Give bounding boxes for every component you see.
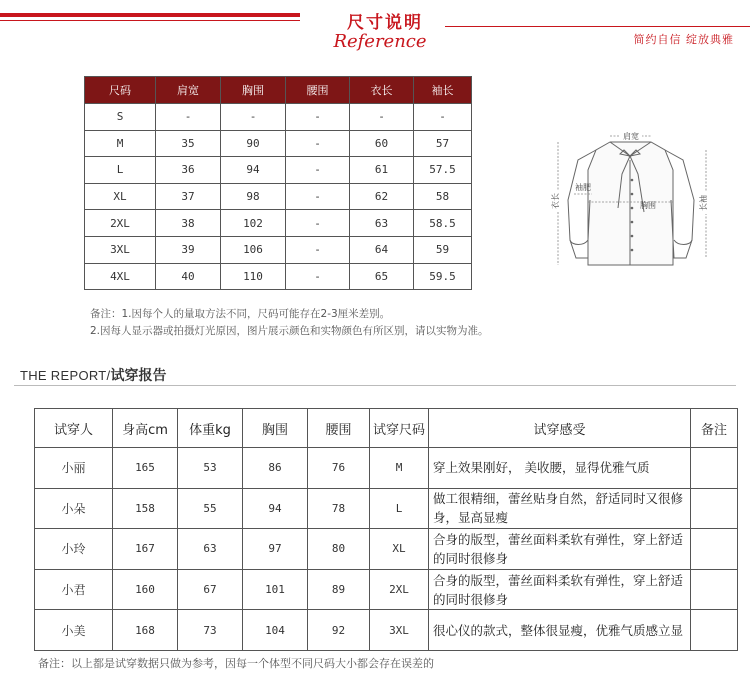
slogan: 简约自信 绽放典雅 — [633, 33, 734, 46]
size-cell: 2XL — [370, 569, 429, 610]
size-cell: 38 — [156, 210, 221, 237]
report-row — [35, 529, 738, 570]
size-cell: 60 — [350, 130, 414, 157]
chest-cell: 94 — [243, 488, 308, 529]
report-header-cell: 试穿尺码 — [370, 409, 429, 448]
height-cell: 160 — [113, 569, 178, 610]
size-header-cell: 袖长 — [414, 77, 472, 104]
size-cell: 57 — [414, 130, 472, 157]
size-table-row — [85, 104, 472, 131]
size-cell: 62 — [350, 183, 414, 210]
size-cell: 37 — [156, 183, 221, 210]
size-cell: 59.5 — [414, 263, 472, 290]
tester-name: 小朵 — [35, 488, 113, 529]
size-cell: 102 — [221, 210, 286, 237]
size-cell: 106 — [221, 236, 286, 263]
height-cell: 167 — [113, 529, 178, 570]
size-table-row — [85, 130, 472, 157]
arm-label: 袖肥 — [575, 183, 591, 192]
tester-name: 小君 — [35, 569, 113, 610]
size-cell: 58.5 — [414, 210, 472, 237]
size-cell: 58 — [414, 183, 472, 210]
weight-cell: 73 — [178, 610, 243, 651]
size-table-row — [85, 183, 472, 210]
report-title — [20, 365, 166, 385]
size-table-row — [85, 236, 472, 263]
size-cell: - — [221, 104, 286, 131]
size-cell: 65 — [350, 263, 414, 290]
report-footnote: 备注：以上都是试穿数据只做为参考，因每一个体型不同尺码大小都会存在误差的 — [38, 657, 434, 670]
report-rule — [14, 385, 736, 386]
chest-cell: 97 — [243, 529, 308, 570]
report-header-cell: 试穿人 — [35, 409, 113, 448]
feel-cell: 穿上效果刚好， 美收腰，显得优雅气质 — [429, 448, 691, 489]
size-cell: - — [286, 263, 350, 290]
size-cell: 3XL — [85, 236, 156, 263]
size-table — [84, 76, 472, 290]
report-header-cell: 腰围 — [308, 409, 370, 448]
size-cell: - — [156, 104, 221, 131]
size-cell: 40 — [156, 263, 221, 290]
tester-name: 小丽 — [35, 448, 113, 489]
size-header-cell: 尺码 — [85, 77, 156, 104]
report-title-cn: 试穿报告 — [110, 368, 167, 384]
height-cell: 158 — [113, 488, 178, 529]
weight-cell: 55 — [178, 488, 243, 529]
report-row — [35, 488, 738, 529]
size-cell: - — [350, 104, 414, 131]
header-rule-left — [0, 13, 300, 17]
size-cell: 39 — [156, 236, 221, 263]
size-notes — [90, 306, 489, 340]
size-cell: 4XL — [85, 263, 156, 290]
report-header-cell: 备注 — [691, 409, 738, 448]
size-cell: - — [286, 157, 350, 184]
size-cell: - — [286, 236, 350, 263]
size-table-header-row — [85, 77, 472, 104]
waist-cell: 76 — [308, 448, 370, 489]
report-row — [35, 569, 738, 610]
report-row — [35, 610, 738, 651]
note-cell — [691, 610, 738, 651]
size-cell: - — [286, 130, 350, 157]
page-title: 尺寸说明 — [347, 13, 423, 33]
note-line: 备注：1.因每个人的量取方法不同，尺码可能存在2-3厘米差别。 — [90, 308, 391, 320]
size-cell: S — [85, 104, 156, 131]
size-cell: XL — [85, 183, 156, 210]
chest-cell: 86 — [243, 448, 308, 489]
note-cell — [691, 488, 738, 529]
size-cell: 57.5 — [414, 157, 472, 184]
report-row — [35, 448, 738, 489]
size-cell: 63 — [350, 210, 414, 237]
report-table — [34, 408, 738, 651]
feel-cell: 合身的版型，蕾丝面料柔软有弹性，穿上舒适的同时很修身 — [429, 529, 691, 570]
weight-cell: 63 — [178, 529, 243, 570]
feel-cell: 很心仪的款式，整体很显瘦，优雅气质感立显 — [429, 610, 691, 651]
size-header-cell: 衣长 — [350, 77, 414, 104]
size-cell: XL — [370, 529, 429, 570]
note-line: 2.因每人显示器或拍摄灯光原因，图片展示颜色和实物颜色有所区别，请以实物为准。 — [90, 325, 489, 337]
size-cell: M — [370, 448, 429, 489]
height-cell: 168 — [113, 610, 178, 651]
size-header-cell: 腰围 — [286, 77, 350, 104]
length-label: 衣长 — [551, 193, 560, 209]
size-cell: 36 — [156, 157, 221, 184]
size-cell: 3XL — [370, 610, 429, 651]
weight-cell: 67 — [178, 569, 243, 610]
chest-cell: 101 — [243, 569, 308, 610]
size-cell: 35 — [156, 130, 221, 157]
size-table-row — [85, 263, 472, 290]
size-cell: L — [85, 157, 156, 184]
size-cell: 64 — [350, 236, 414, 263]
report-title-en: THE REPORT/ — [20, 368, 111, 383]
size-cell: 110 — [221, 263, 286, 290]
page-subtitle: Reference — [333, 31, 427, 52]
note-cell — [691, 529, 738, 570]
waist-cell: 89 — [308, 569, 370, 610]
chest-label: 胸围 — [640, 201, 656, 210]
height-cell: 165 — [113, 448, 178, 489]
size-table-row — [85, 210, 472, 237]
size-cell: - — [414, 104, 472, 131]
waist-cell: 80 — [308, 529, 370, 570]
header-rule-left-thin — [0, 20, 300, 21]
note-cell — [691, 569, 738, 610]
tester-name: 小玲 — [35, 529, 113, 570]
report-header-cell: 胸围 — [243, 409, 308, 448]
size-cell: L — [370, 488, 429, 529]
size-cell: 59 — [414, 236, 472, 263]
report-header-cell: 身高cm — [113, 409, 178, 448]
note-cell — [691, 448, 738, 489]
size-cell: 94 — [221, 157, 286, 184]
waist-cell: 92 — [308, 610, 370, 651]
sleeve-label: 长袖 — [699, 195, 708, 211]
shoulder-label: 肩宽 — [623, 132, 639, 141]
weight-cell: 53 — [178, 448, 243, 489]
feel-cell: 做工很精细，蕾丝贴身自然，舒适同时又很修身，显高显瘦 — [429, 488, 691, 529]
waist-cell: 78 — [308, 488, 370, 529]
report-header-cell: 体重kg — [178, 409, 243, 448]
tester-name: 小美 — [35, 610, 113, 651]
report-header-row — [35, 409, 738, 448]
size-cell: 90 — [221, 130, 286, 157]
size-header-cell: 胸围 — [221, 77, 286, 104]
header-rule-right — [445, 26, 750, 27]
size-header-cell: 肩宽 — [156, 77, 221, 104]
feel-cell: 合身的版型，蕾丝面料柔软有弹性，穿上舒适的同时很修身 — [429, 569, 691, 610]
size-table-row — [85, 157, 472, 184]
blouse-diagram-icon — [548, 130, 723, 280]
size-cell: 98 — [221, 183, 286, 210]
size-cell: M — [85, 130, 156, 157]
size-cell: - — [286, 210, 350, 237]
report-header-cell: 试穿感受 — [429, 409, 691, 448]
size-cell: - — [286, 104, 350, 131]
size-cell: - — [286, 183, 350, 210]
size-cell: 61 — [350, 157, 414, 184]
size-cell: 2XL — [85, 210, 156, 237]
chest-cell: 104 — [243, 610, 308, 651]
